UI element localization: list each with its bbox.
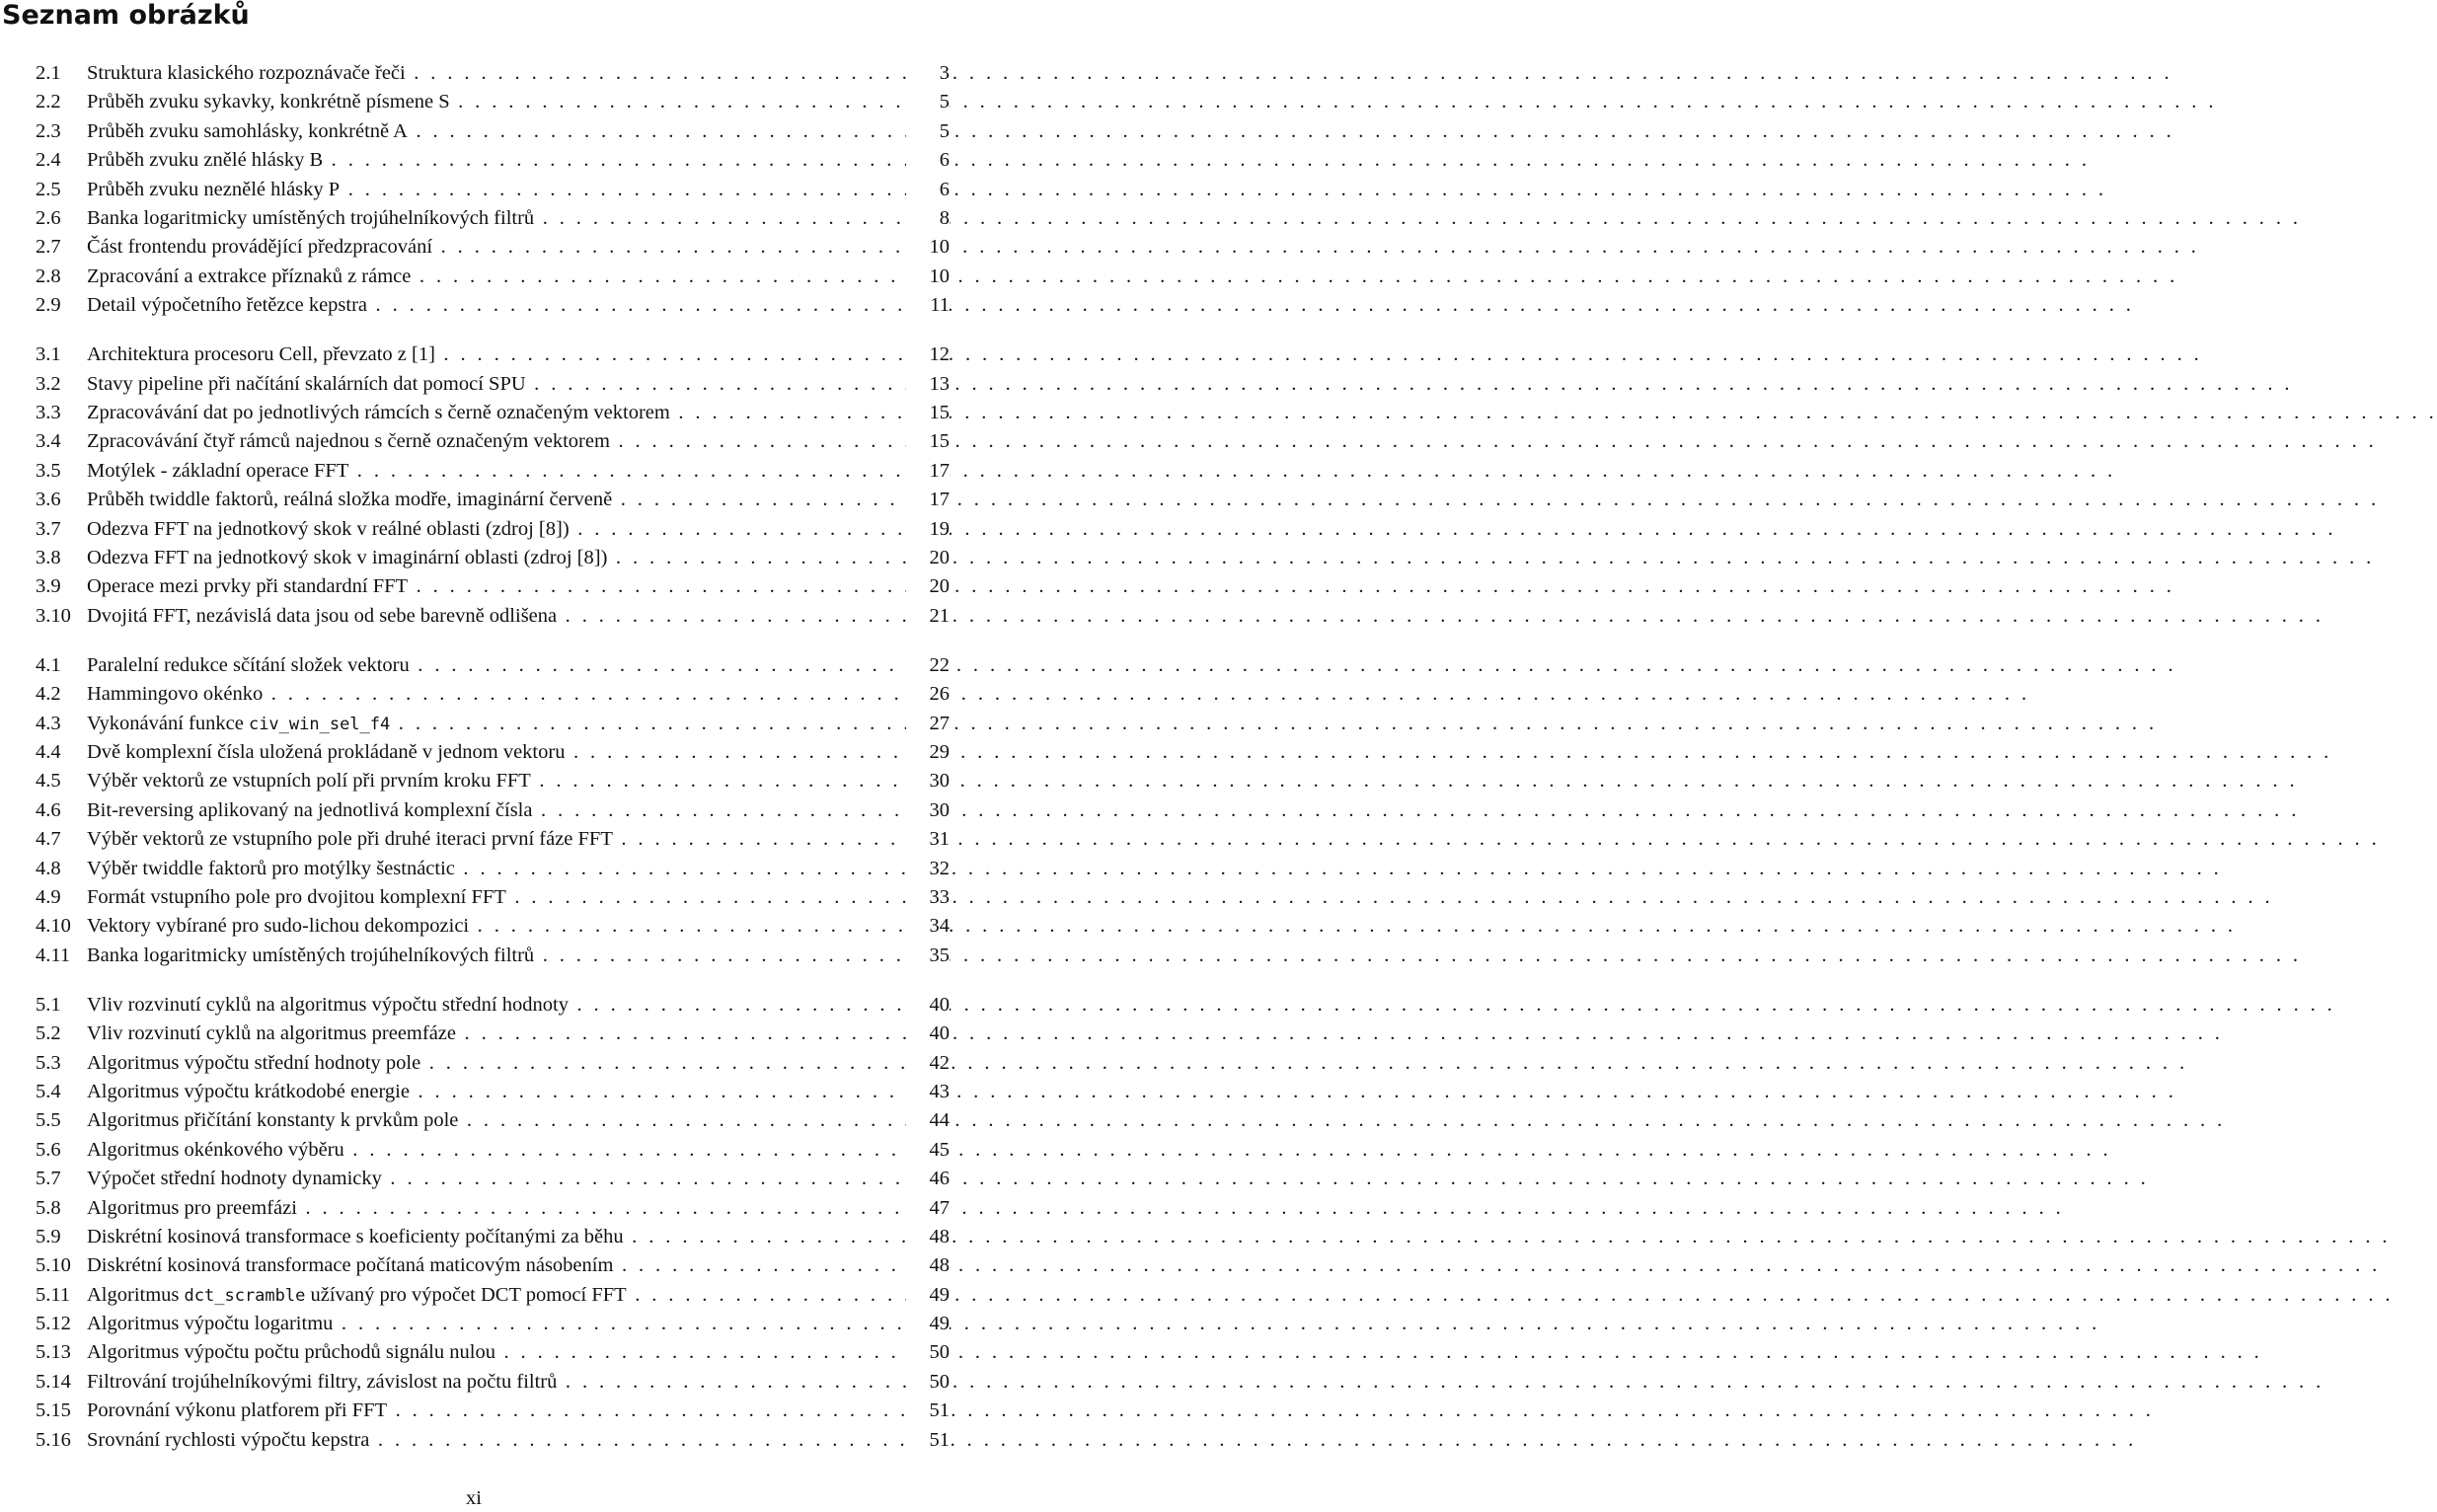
lof-entry[interactable] bbox=[36, 146, 950, 175]
page-reference: 45 bbox=[906, 1136, 950, 1165]
figure-caption bbox=[87, 738, 902, 767]
figure-number: 5.14 bbox=[36, 1370, 71, 1393]
figure-number: 4.6 bbox=[36, 798, 61, 821]
code-identifier: dct_scramble bbox=[184, 1285, 306, 1306]
figure-caption bbox=[87, 427, 902, 456]
caption-text: Algoritmus výpočtu střední hodnoty pole bbox=[87, 1051, 421, 1074]
figure-caption bbox=[87, 204, 902, 233]
caption-text: Vektory vybírané pro sudo-lichou dekompozici bbox=[87, 915, 470, 938]
figure-caption bbox=[87, 1049, 902, 1078]
figure-number: 5.13 bbox=[36, 1341, 71, 1364]
figure-caption bbox=[87, 515, 902, 544]
figure-caption bbox=[87, 942, 902, 970]
lof-entry[interactable] bbox=[36, 291, 950, 320]
page-reference: 10 bbox=[906, 263, 950, 291]
figure-number: 5.3 bbox=[36, 1051, 61, 1074]
page-reference: 20 bbox=[906, 572, 950, 601]
figure-number: 5.7 bbox=[36, 1168, 61, 1190]
figure-number: 5.11 bbox=[36, 1283, 71, 1306]
page-reference: 34 bbox=[906, 912, 950, 941]
page-reference: 17 bbox=[906, 486, 950, 514]
caption-text: Stavy pipeline při načítání skalárních dat pomocí SPU bbox=[87, 372, 526, 395]
page-reference: 32 bbox=[906, 855, 950, 883]
figure-caption bbox=[87, 340, 902, 369]
page-reference: 5 bbox=[906, 117, 950, 146]
lof-entry[interactable] bbox=[36, 942, 950, 970]
figure-number: 3.10 bbox=[36, 604, 71, 627]
figure-caption bbox=[87, 710, 902, 738]
lof-entry[interactable] bbox=[36, 427, 950, 456]
caption-text: Dvojitá FFT, nezávislá data jsou od sebe barevně odlišena bbox=[87, 604, 558, 627]
page-reference: 30 bbox=[906, 767, 950, 795]
page-reference: 50 bbox=[906, 1338, 950, 1367]
caption-text: Odezva FFT na jednotkový skok v reálné oblasti (zdroj [8]) bbox=[87, 517, 570, 540]
figure-caption bbox=[87, 1020, 902, 1048]
page-number: xi bbox=[466, 1487, 482, 1509]
page-reference: 48 bbox=[906, 1251, 950, 1280]
figure-number: 4.5 bbox=[36, 770, 61, 793]
figure-number: 2.7 bbox=[36, 236, 61, 259]
figure-caption bbox=[87, 855, 902, 883]
figure-number: 5.4 bbox=[36, 1081, 61, 1103]
page-reference: 51 bbox=[906, 1426, 950, 1455]
page-reference: 20 bbox=[906, 544, 950, 572]
figure-caption bbox=[87, 651, 902, 680]
figure-caption bbox=[87, 59, 902, 88]
caption-text: Výběr vektorů ze vstupního pole při druhé iteraci první fáze FFT bbox=[87, 828, 613, 851]
caption-text: Operace mezi prvky při standardní FFT bbox=[87, 575, 409, 598]
lof-entry[interactable] bbox=[36, 1368, 950, 1397]
page-reference: 15 bbox=[906, 427, 950, 456]
caption-text: Bit-reversing aplikovaný na jednotlivá komplexní čísla bbox=[87, 798, 533, 821]
caption-text: užívaný pro výpočet DCT pomocí FFT bbox=[305, 1283, 627, 1306]
caption-text: Algoritmus výpočtu krátkodobé energie bbox=[87, 1081, 410, 1103]
caption-text: Porovnání výkonu platforem při FFT bbox=[87, 1399, 388, 1422]
caption-text: Banka logaritmicky umístěných trojúhelníkových filtrů bbox=[87, 206, 535, 229]
lof-entry[interactable] bbox=[36, 767, 950, 795]
page-reference: 10 bbox=[906, 233, 950, 262]
caption-text: Filtrování trojúhelníkovými filtry, závislost na počtu filtrů bbox=[87, 1370, 558, 1393]
figure-caption bbox=[87, 767, 902, 795]
lof-entry[interactable] bbox=[36, 117, 950, 146]
figure-caption bbox=[87, 291, 902, 320]
figure-caption bbox=[87, 486, 902, 514]
figure-number: 5.10 bbox=[36, 1254, 71, 1277]
page-reference: 33 bbox=[906, 883, 950, 912]
caption-text: Detail výpočetního řetězce kepstra bbox=[87, 294, 368, 316]
lof-entry[interactable] bbox=[36, 991, 950, 1020]
lof-entry[interactable] bbox=[36, 1078, 950, 1106]
figure-caption bbox=[87, 991, 902, 1020]
caption-text: Algoritmus výpočtu počtu průchodů signálu nulou bbox=[87, 1341, 495, 1364]
lof-entry[interactable] bbox=[36, 1310, 950, 1338]
figure-caption bbox=[87, 370, 902, 399]
figure-caption bbox=[87, 796, 902, 825]
page-reference: 5 bbox=[906, 88, 950, 116]
figure-number: 5.6 bbox=[36, 1138, 61, 1161]
page-reference: 49 bbox=[906, 1310, 950, 1338]
page-reference: 50 bbox=[906, 1368, 950, 1397]
figure-number: 5.15 bbox=[36, 1399, 71, 1422]
lof-entry[interactable] bbox=[36, 457, 950, 486]
page-reference: 13 bbox=[906, 370, 950, 399]
figure-number: 4.8 bbox=[36, 857, 61, 879]
caption-text: Banka logaritmicky umístěných trojúhelníkových filtrů bbox=[87, 944, 535, 966]
figure-caption bbox=[87, 1368, 902, 1397]
lof-entry[interactable] bbox=[36, 544, 950, 572]
figure-number: 4.11 bbox=[36, 944, 71, 966]
figure-number: 4.4 bbox=[36, 741, 61, 764]
figure-number: 4.9 bbox=[36, 885, 61, 908]
page-reference: 6 bbox=[906, 176, 950, 204]
caption-text: Výběr twiddle faktorů pro motýlky šestnáctic bbox=[87, 857, 455, 879]
lof-entry[interactable] bbox=[36, 88, 950, 116]
figure-caption bbox=[87, 544, 902, 572]
caption-text: Algoritmus přičítání konstanty k prvkům pole bbox=[87, 1109, 459, 1132]
caption-text: Výpočet střední hodnoty dynamicky bbox=[87, 1168, 382, 1190]
lof-entry[interactable] bbox=[36, 1251, 950, 1280]
lof-group bbox=[36, 340, 950, 631]
page-reference: 22 bbox=[906, 651, 950, 680]
page-reference: 42 bbox=[906, 1049, 950, 1078]
figure-number: 3.9 bbox=[36, 575, 61, 598]
figure-caption bbox=[87, 825, 902, 854]
lof-entry[interactable] bbox=[36, 1338, 950, 1367]
figure-caption bbox=[87, 883, 902, 912]
figure-number: 2.2 bbox=[36, 91, 61, 113]
figure-number: 4.1 bbox=[36, 653, 61, 676]
page-reference: 35 bbox=[906, 942, 950, 970]
lof-entry[interactable] bbox=[36, 855, 950, 883]
figure-caption bbox=[87, 399, 902, 427]
caption-text: Odezva FFT na jednotkový skok v imaginární oblasti (zdroj [8]) bbox=[87, 546, 608, 568]
lof-entry[interactable] bbox=[36, 1049, 950, 1078]
page-reference: 3 bbox=[906, 59, 950, 88]
lof-entry[interactable] bbox=[36, 399, 950, 427]
caption-text: Algoritmus výpočtu logaritmu bbox=[87, 1313, 334, 1335]
caption-text: Vliv rozvinutí cyklů na algoritmus výpočtu střední hodnoty bbox=[87, 993, 569, 1016]
caption-text: Diskrétní kosinová transformace počítaná maticovým násobením bbox=[87, 1254, 614, 1277]
caption-text: Zpracovávání čtyř rámců najednou s černě označeným vektorem bbox=[87, 430, 610, 453]
figure-number: 3.2 bbox=[36, 372, 61, 395]
figure-number: 2.6 bbox=[36, 206, 61, 229]
page-reference: 48 bbox=[906, 1223, 950, 1251]
page-reference: 27 bbox=[906, 710, 950, 738]
page-reference: 49 bbox=[906, 1281, 950, 1310]
figure-number: 4.2 bbox=[36, 683, 61, 706]
figure-caption bbox=[87, 1223, 902, 1251]
page-reference: 47 bbox=[906, 1194, 950, 1223]
lof-entry[interactable] bbox=[36, 1165, 950, 1193]
lof-group bbox=[36, 991, 950, 1455]
lof-entry[interactable] bbox=[36, 176, 950, 204]
caption-text: Dvě komplexní čísla uložená prokládaně v jednom vektoru bbox=[87, 741, 566, 764]
lof-group bbox=[36, 651, 950, 970]
caption-text: Diskrétní kosinová transformace s koeficienty počítanými za běhu bbox=[87, 1225, 624, 1247]
figure-number: 3.4 bbox=[36, 430, 61, 453]
list-of-figures bbox=[36, 59, 950, 1455]
figure-caption bbox=[87, 176, 902, 204]
figure-number: 3.3 bbox=[36, 402, 61, 424]
lof-entry[interactable] bbox=[36, 1281, 950, 1310]
figure-number: 2.8 bbox=[36, 265, 61, 287]
caption-text: Výběr vektorů ze vstupních polí při prvním kroku FFT bbox=[87, 770, 531, 793]
figure-number: 2.3 bbox=[36, 119, 61, 142]
lof-entry[interactable] bbox=[36, 738, 950, 767]
lof-entry[interactable] bbox=[36, 1397, 950, 1425]
figure-caption bbox=[87, 146, 902, 175]
figure-number: 5.1 bbox=[36, 993, 61, 1016]
code-identifier: civ_win_sel_f4 bbox=[248, 714, 391, 734]
figure-caption bbox=[87, 1426, 902, 1455]
caption-text: Zpracování a extrakce příznaků z rámce bbox=[87, 265, 412, 287]
lof-entry[interactable] bbox=[36, 1106, 950, 1135]
figure-number: 2.9 bbox=[36, 294, 61, 316]
figure-caption bbox=[87, 233, 902, 262]
figure-number: 3.7 bbox=[36, 517, 61, 540]
page-reference: 11 bbox=[906, 291, 950, 320]
page-reference: 19 bbox=[906, 515, 950, 544]
lof-entry[interactable] bbox=[36, 59, 950, 88]
lof-entry[interactable] bbox=[36, 515, 950, 544]
page-reference: 26 bbox=[906, 680, 950, 709]
page-reference: 8 bbox=[906, 204, 950, 233]
figure-number: 5.12 bbox=[36, 1313, 71, 1335]
caption-text: Průběh zvuku samohlásky, konkrétně A bbox=[87, 119, 408, 142]
figure-number: 5.9 bbox=[36, 1225, 61, 1247]
figure-number: 2.5 bbox=[36, 178, 61, 200]
lof-entry[interactable] bbox=[36, 680, 950, 709]
figure-caption bbox=[87, 263, 902, 291]
lof-entry[interactable] bbox=[36, 1136, 950, 1165]
figure-number: 4.3 bbox=[36, 712, 61, 734]
caption-text: Vliv rozvinutí cyklů na algoritmus preemfáze bbox=[87, 1022, 457, 1045]
figure-number: 5.2 bbox=[36, 1022, 61, 1045]
figure-caption bbox=[87, 1136, 902, 1165]
figure-caption bbox=[87, 457, 902, 486]
caption-text: Motýlek - základní operace FFT bbox=[87, 459, 349, 482]
figure-number: 4.10 bbox=[36, 915, 71, 938]
lof-group bbox=[36, 59, 950, 320]
page-reference: 15 bbox=[906, 399, 950, 427]
page-reference: 43 bbox=[906, 1078, 950, 1106]
page-reference: 51 bbox=[906, 1397, 950, 1425]
figure-caption bbox=[87, 117, 902, 146]
lof-entry[interactable] bbox=[36, 204, 950, 233]
page-reference: 46 bbox=[906, 1165, 950, 1193]
figure-caption bbox=[87, 1106, 902, 1135]
figure-caption bbox=[87, 1338, 902, 1367]
lof-entry[interactable] bbox=[36, 263, 950, 291]
caption-text: Vykonávání funkce bbox=[87, 712, 249, 734]
lof-entry[interactable] bbox=[36, 340, 950, 369]
lof-entry[interactable] bbox=[36, 883, 950, 912]
page-reference: 12 bbox=[906, 340, 950, 369]
page-title: Seznam obrázků bbox=[2, 0, 250, 31]
lof-entry[interactable] bbox=[36, 572, 950, 601]
figure-number: 3.1 bbox=[36, 343, 61, 366]
lof-entry[interactable] bbox=[36, 796, 950, 825]
figure-number: 5.16 bbox=[36, 1428, 71, 1451]
figure-caption bbox=[87, 680, 902, 709]
lof-entry[interactable] bbox=[36, 233, 950, 262]
figure-caption bbox=[87, 1397, 902, 1425]
figure-number: 3.6 bbox=[36, 489, 61, 511]
figure-caption bbox=[87, 912, 902, 941]
caption-text: Algoritmus okénkového výběru bbox=[87, 1138, 344, 1161]
figure-caption bbox=[87, 1281, 902, 1310]
lof-entry[interactable] bbox=[36, 370, 950, 399]
page-reference: 21 bbox=[906, 602, 950, 631]
lof-entry[interactable] bbox=[36, 1020, 950, 1048]
figure-number: 5.8 bbox=[36, 1196, 61, 1219]
figure-number: 2.1 bbox=[36, 62, 61, 84]
figure-caption bbox=[87, 1194, 902, 1223]
caption-text: Struktura klasického rozpoznávače řeči bbox=[87, 62, 406, 84]
lof-entry[interactable] bbox=[36, 651, 950, 680]
page-reference: 31 bbox=[906, 825, 950, 854]
figure-number: 3.5 bbox=[36, 459, 61, 482]
caption-text: Architektura procesoru Cell, převzato z [1] bbox=[87, 343, 435, 366]
lof-entry[interactable] bbox=[36, 486, 950, 514]
caption-text: Průběh zvuku znělé hlásky B bbox=[87, 149, 324, 172]
caption-text: Algoritmus pro preemfázi bbox=[87, 1196, 297, 1219]
lof-entry[interactable] bbox=[36, 1194, 950, 1223]
caption-text: Paralelní redukce sčítání složek vektoru bbox=[87, 653, 410, 676]
lof-entry[interactable] bbox=[36, 825, 950, 854]
figure-caption bbox=[87, 1165, 902, 1193]
caption-text: Část frontendu provádějící předzpracování bbox=[87, 236, 433, 259]
lof-entry[interactable] bbox=[36, 912, 950, 941]
lof-entry[interactable] bbox=[36, 602, 950, 631]
page-reference: 29 bbox=[906, 738, 950, 767]
page-reference: 40 bbox=[906, 1020, 950, 1048]
caption-text: Algoritmus bbox=[87, 1283, 185, 1306]
figure-number: 3.8 bbox=[36, 546, 61, 568]
figure-number: 2.4 bbox=[36, 149, 61, 172]
caption-text: Průběh zvuku sykavky, konkrétně písmene S bbox=[87, 91, 450, 113]
caption-text: Zpracovávání dat po jednotlivých rámcích s černě označeným vektorem bbox=[87, 402, 670, 424]
figure-caption bbox=[87, 572, 902, 601]
figure-caption bbox=[87, 1310, 902, 1338]
caption-text: Hammingovo okénko bbox=[87, 683, 264, 706]
page-reference: 6 bbox=[906, 146, 950, 175]
page-reference: 40 bbox=[906, 991, 950, 1020]
figure-caption bbox=[87, 602, 902, 631]
page-reference: 44 bbox=[906, 1106, 950, 1135]
lof-entry[interactable] bbox=[36, 1223, 950, 1251]
figure-number: 4.7 bbox=[36, 828, 61, 851]
caption-text: Srovnání rychlosti výpočtu kepstra bbox=[87, 1428, 370, 1451]
figure-caption bbox=[87, 88, 902, 116]
page-reference: 17 bbox=[906, 457, 950, 486]
figure-caption bbox=[87, 1078, 902, 1106]
figure-number: 5.5 bbox=[36, 1109, 61, 1132]
page-reference: 30 bbox=[906, 796, 950, 825]
lof-entry[interactable] bbox=[36, 710, 950, 738]
lof-entry[interactable] bbox=[36, 1426, 950, 1455]
caption-text: Průběh zvuku neznělé hlásky P bbox=[87, 178, 341, 200]
figure-caption bbox=[87, 1251, 902, 1280]
caption-text: Formát vstupního pole pro dvojitou komplexní FFT bbox=[87, 885, 506, 908]
caption-text: Průběh twiddle faktorů, reálná složka modře, imaginární červeně bbox=[87, 489, 613, 511]
